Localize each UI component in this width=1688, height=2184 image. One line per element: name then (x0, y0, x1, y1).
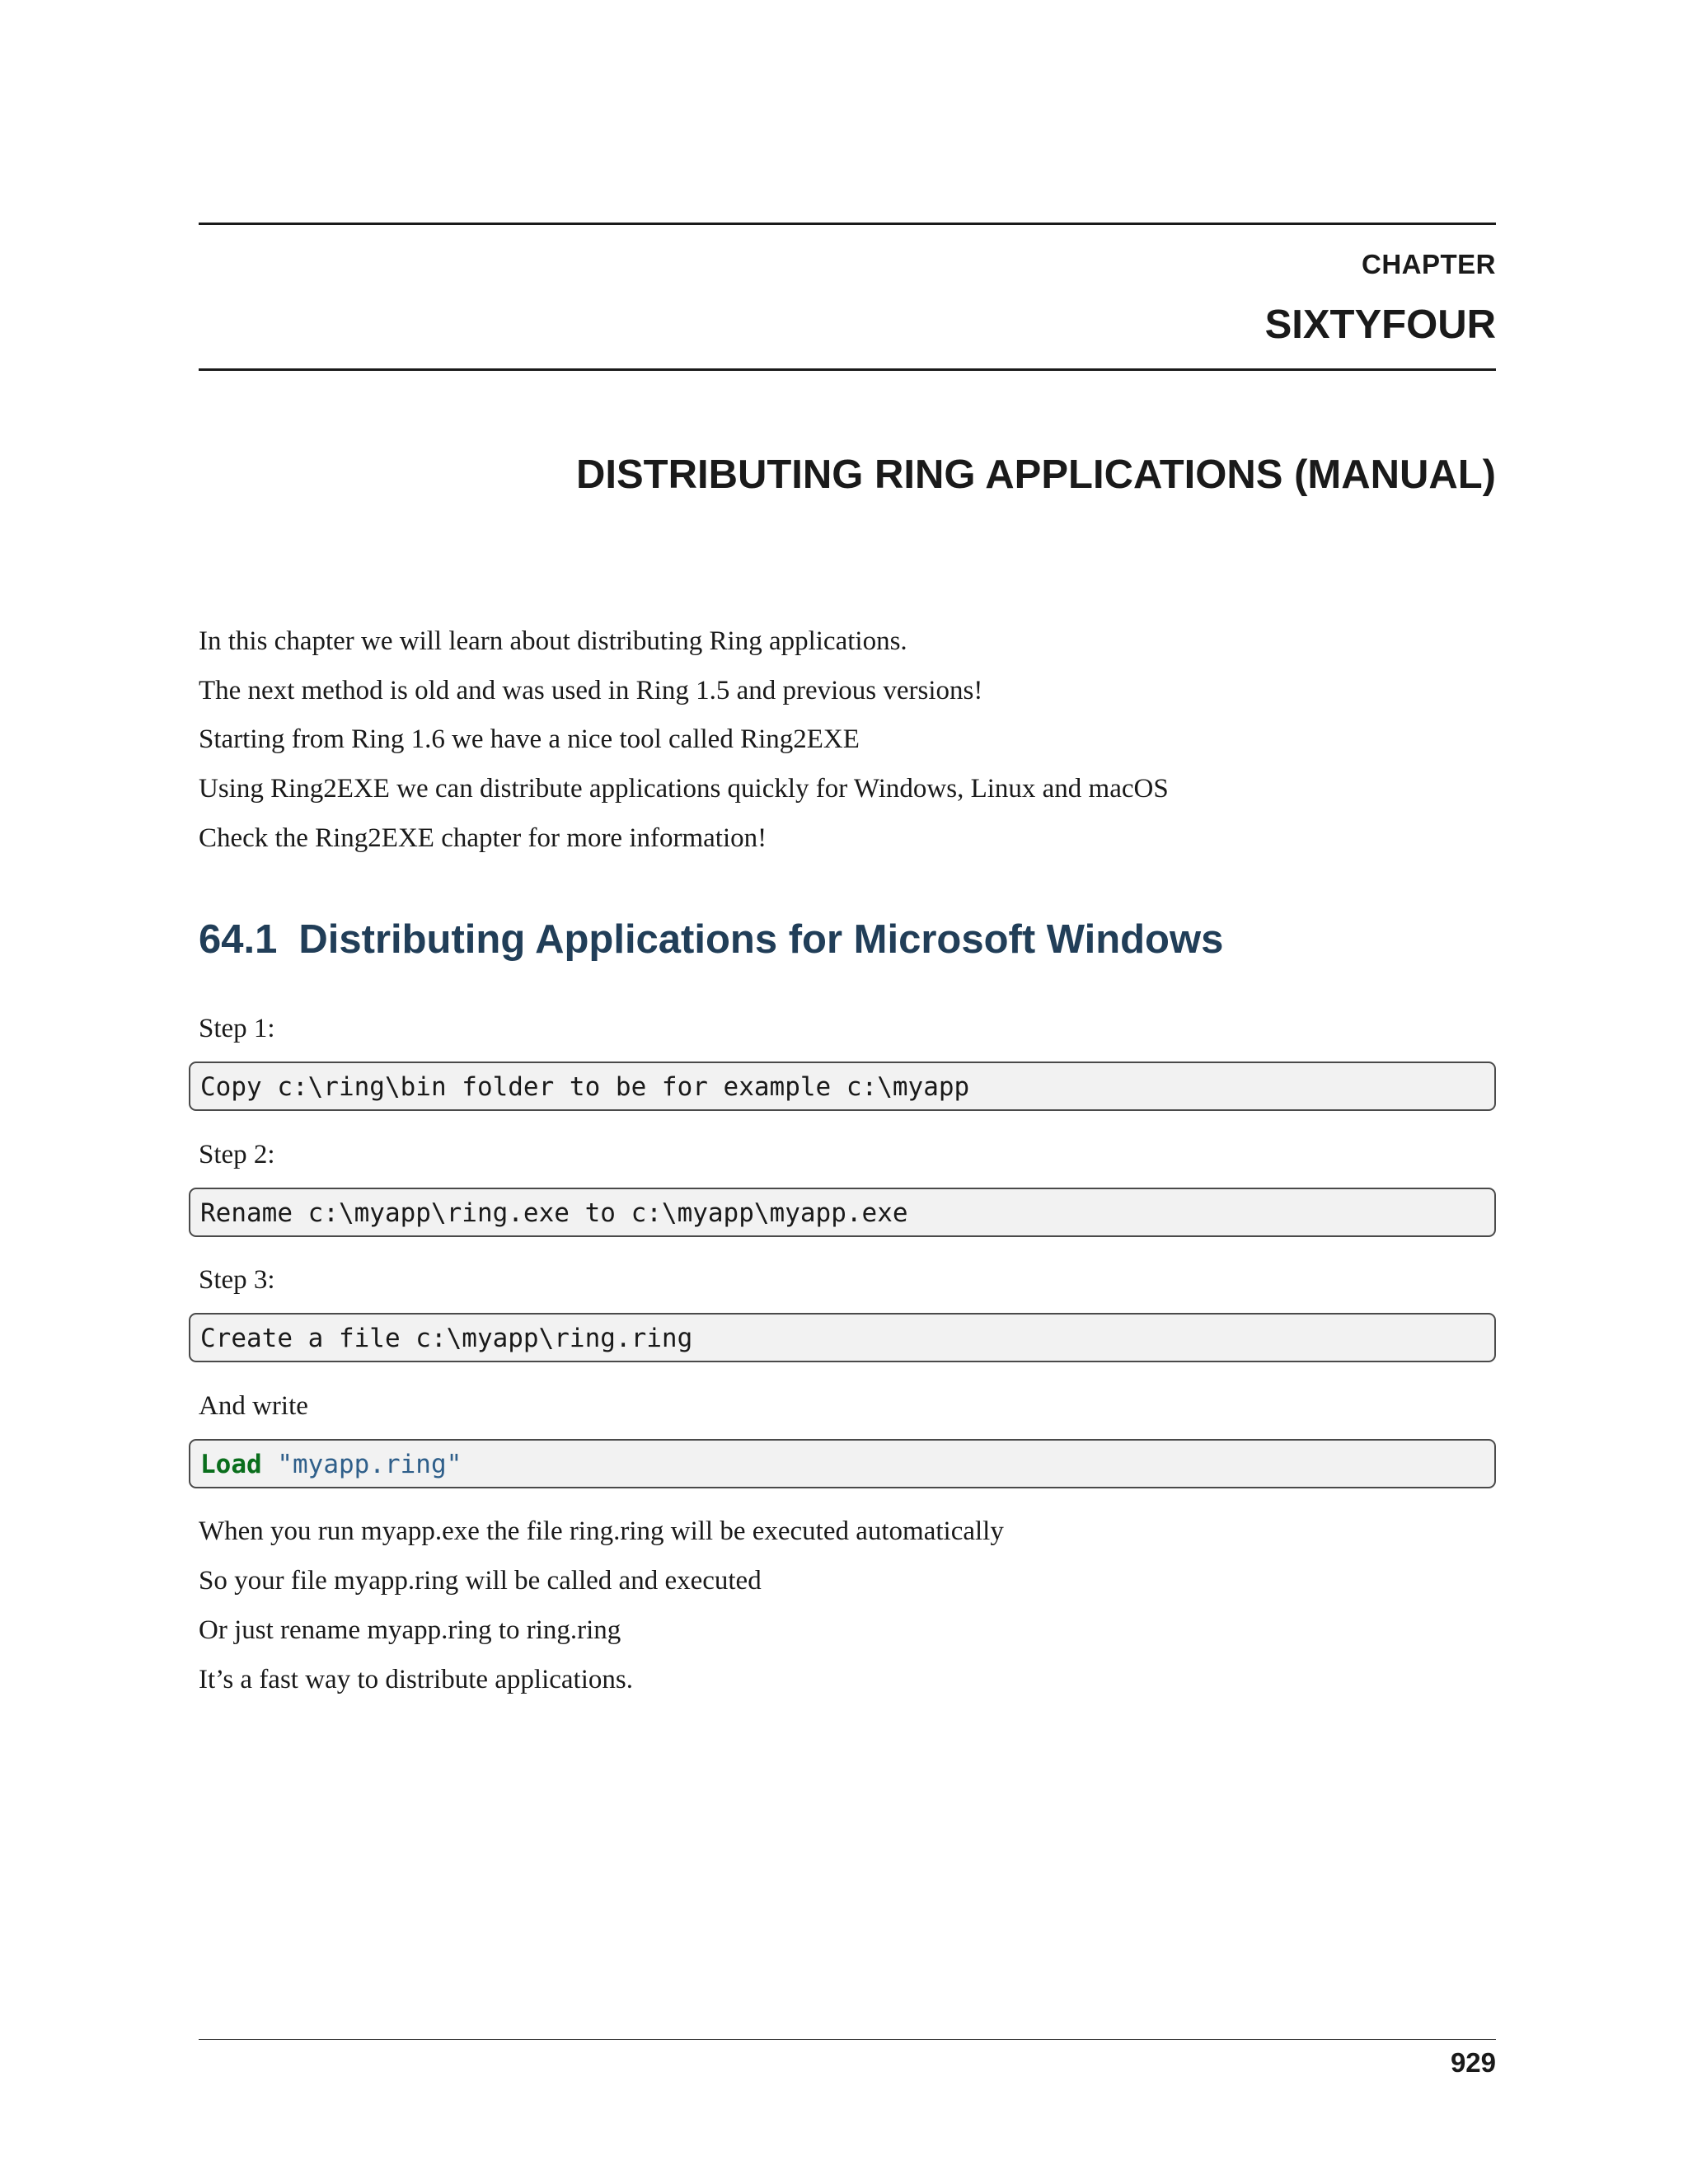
closing-paragraph-4: It’s a fast way to distribute applications. (199, 1665, 633, 1694)
closing-paragraph-2: So your file myapp.ring will be called and executed (199, 1566, 762, 1596)
intro-paragraph-1: In this chapter we will learn about distributing Ring applications. (199, 626, 907, 656)
footer-rule (199, 2039, 1496, 2040)
section-heading (199, 916, 1223, 963)
load-string: "myapp.ring" (277, 1450, 462, 1479)
step-2-label: Step 2: (199, 1140, 275, 1169)
chapter-bottom-rule (199, 368, 1496, 371)
step-1-code-block (189, 1062, 1496, 1111)
step-3-code: Create a file c:\myapp\ring.ring (200, 1324, 693, 1353)
step-2-code-block (189, 1188, 1496, 1237)
chapter-number-word: SIXTYFOUR (1264, 302, 1496, 347)
step-1-label: Step 1: (199, 1014, 275, 1043)
intro-paragraph-2: The next method is old and was used in Ring 1.5 and previous versions! (199, 676, 983, 705)
step-1-code: Copy c:\ring\bin folder to be for example c:\myapp (200, 1072, 970, 1102)
section-title: Distributing Applications for Microsoft Windows (298, 917, 1224, 962)
load-keyword: Load (200, 1450, 262, 1479)
chapter-title: DISTRIBUTING RING APPLICATIONS (MANUAL) (575, 452, 1496, 497)
intro-paragraph-3: Starting from Ring 1.6 we have a nice tool called Ring2EXE (199, 724, 860, 754)
intro-paragraph-4: Using Ring2EXE we can distribute applications quickly for Windows, Linux and macOS (199, 774, 1169, 804)
step-3-code-block (189, 1313, 1496, 1362)
step-2-code: Rename c:\myapp\ring.exe to c:\myapp\myapp.exe (200, 1198, 908, 1228)
load-code-block (189, 1439, 1496, 1488)
step-3-label: Step 3: (199, 1265, 275, 1295)
page-number: 929 (1450, 2047, 1496, 2078)
section-number: 64.1 (199, 917, 278, 962)
chapter-top-rule (199, 223, 1496, 225)
load-code (200, 1447, 462, 1482)
closing-paragraph-3: Or just rename myapp.ring to ring.ring (199, 1615, 621, 1645)
closing-paragraph-1: When you run myapp.exe the file ring.ring will be executed automatically (199, 1516, 1004, 1546)
chapter-label: CHAPTER (1361, 249, 1496, 279)
intro-paragraph-5: Check the Ring2EXE chapter for more information! (199, 823, 767, 853)
and-write-label: And write (199, 1391, 308, 1421)
